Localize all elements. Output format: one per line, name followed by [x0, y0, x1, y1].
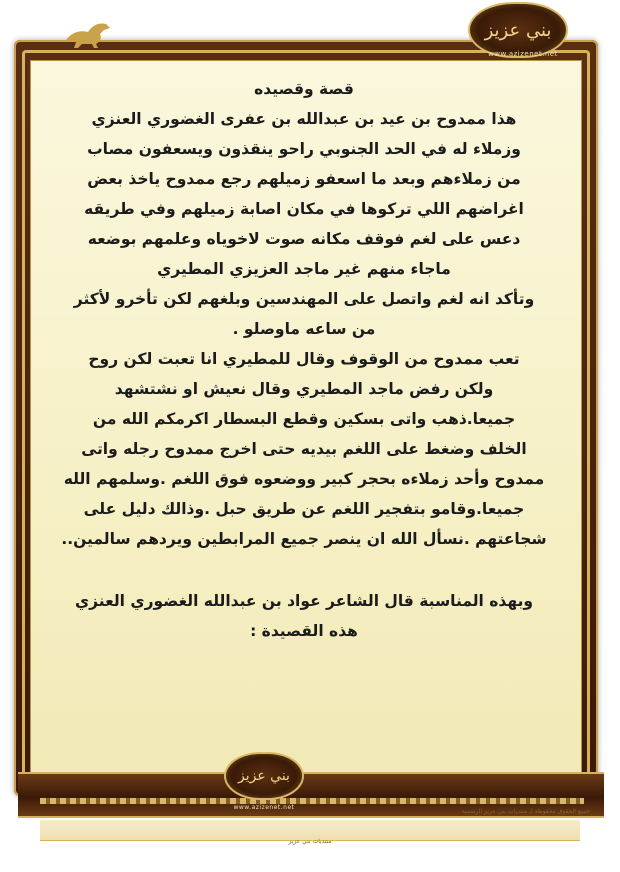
story-line: جميعا.وقامو بتفجير اللغم عن طريق حبل .وذالك دليل على — [83, 500, 525, 518]
closing-line: وبهذه المناسبة قال الشاعر عواد بن عبدالله الغضوري العنزي — [74, 592, 534, 610]
story-line: شجاعتهم .نسأل الله ان ينصر جميع المرابطين ويردهم سالمين.. — [61, 530, 547, 548]
story-line: الخلف وضغط على اللغم بيديه حتى اخرج ممدوح رجله واتى — [81, 440, 527, 458]
story-line: دعس على لغم فوقف مكانه صوت لاخوياه وعلمهم بوضعه — [87, 230, 521, 248]
footer-ornament — [40, 798, 584, 804]
story-line: ولكن رفض ماجد المطيري وقال نعيش او نشتشهد — [114, 380, 494, 398]
story-line: وزملاء له في الحد الجنوبي راحو ينقذون ويسعفون مصاب — [87, 140, 521, 158]
story-line: وتأكد انه لغم واتصل على المهندسين وبلغهم لكن تأخرو لأكثر — [73, 290, 535, 308]
footer-site-url: www.azizenet.net — [233, 804, 295, 811]
story-line: اغراضهم اللي تركوها في مكان اصابة زميلهم وفي طريقه — [84, 200, 524, 218]
story-line: تعب ممدوح من الوقوف وقال للمطيري انا تعبت لكن روح — [88, 350, 520, 368]
site-url: www.azizenet.net — [488, 50, 558, 58]
logo-text: بني عزيز — [484, 19, 552, 41]
story-title: قصة وقصيده — [254, 80, 354, 98]
footer-label: منتديات بني عزيز — [288, 838, 332, 845]
story-line: هذا ممدوح بن عيد بن عبدالله بن عفرى الغضوري العنزي — [91, 110, 517, 128]
closing-line: هذه القصيدة : — [250, 622, 358, 640]
footer-logo-text: بني عزيز — [238, 768, 290, 784]
story-line: من ساعه ماوصلو . — [232, 320, 376, 338]
story-line: جميعا.ذهب واتى بسكين وقطع البسطار اكرمكم الله من — [92, 410, 516, 428]
story-text — [44, 74, 564, 646]
story-line: ممدوح وأحد زملاءه بحجر كبير ووضعوه فوق اللغم .وسلمهم الله — [63, 470, 545, 488]
footer-logo[interactable] — [224, 752, 304, 800]
story-line: ماجاء منهم غير ماجد العزيزي المطيري — [157, 260, 451, 278]
copyright-text: جميع الحقوق محفوظة لـ منتديات بني عزيز الرسمية — [461, 808, 590, 815]
story-line: من زملاءهم وبعد ما اسعفو زميلهم رجع ممدوح ياخذ بعض — [87, 170, 521, 188]
horse-icon — [62, 18, 114, 50]
